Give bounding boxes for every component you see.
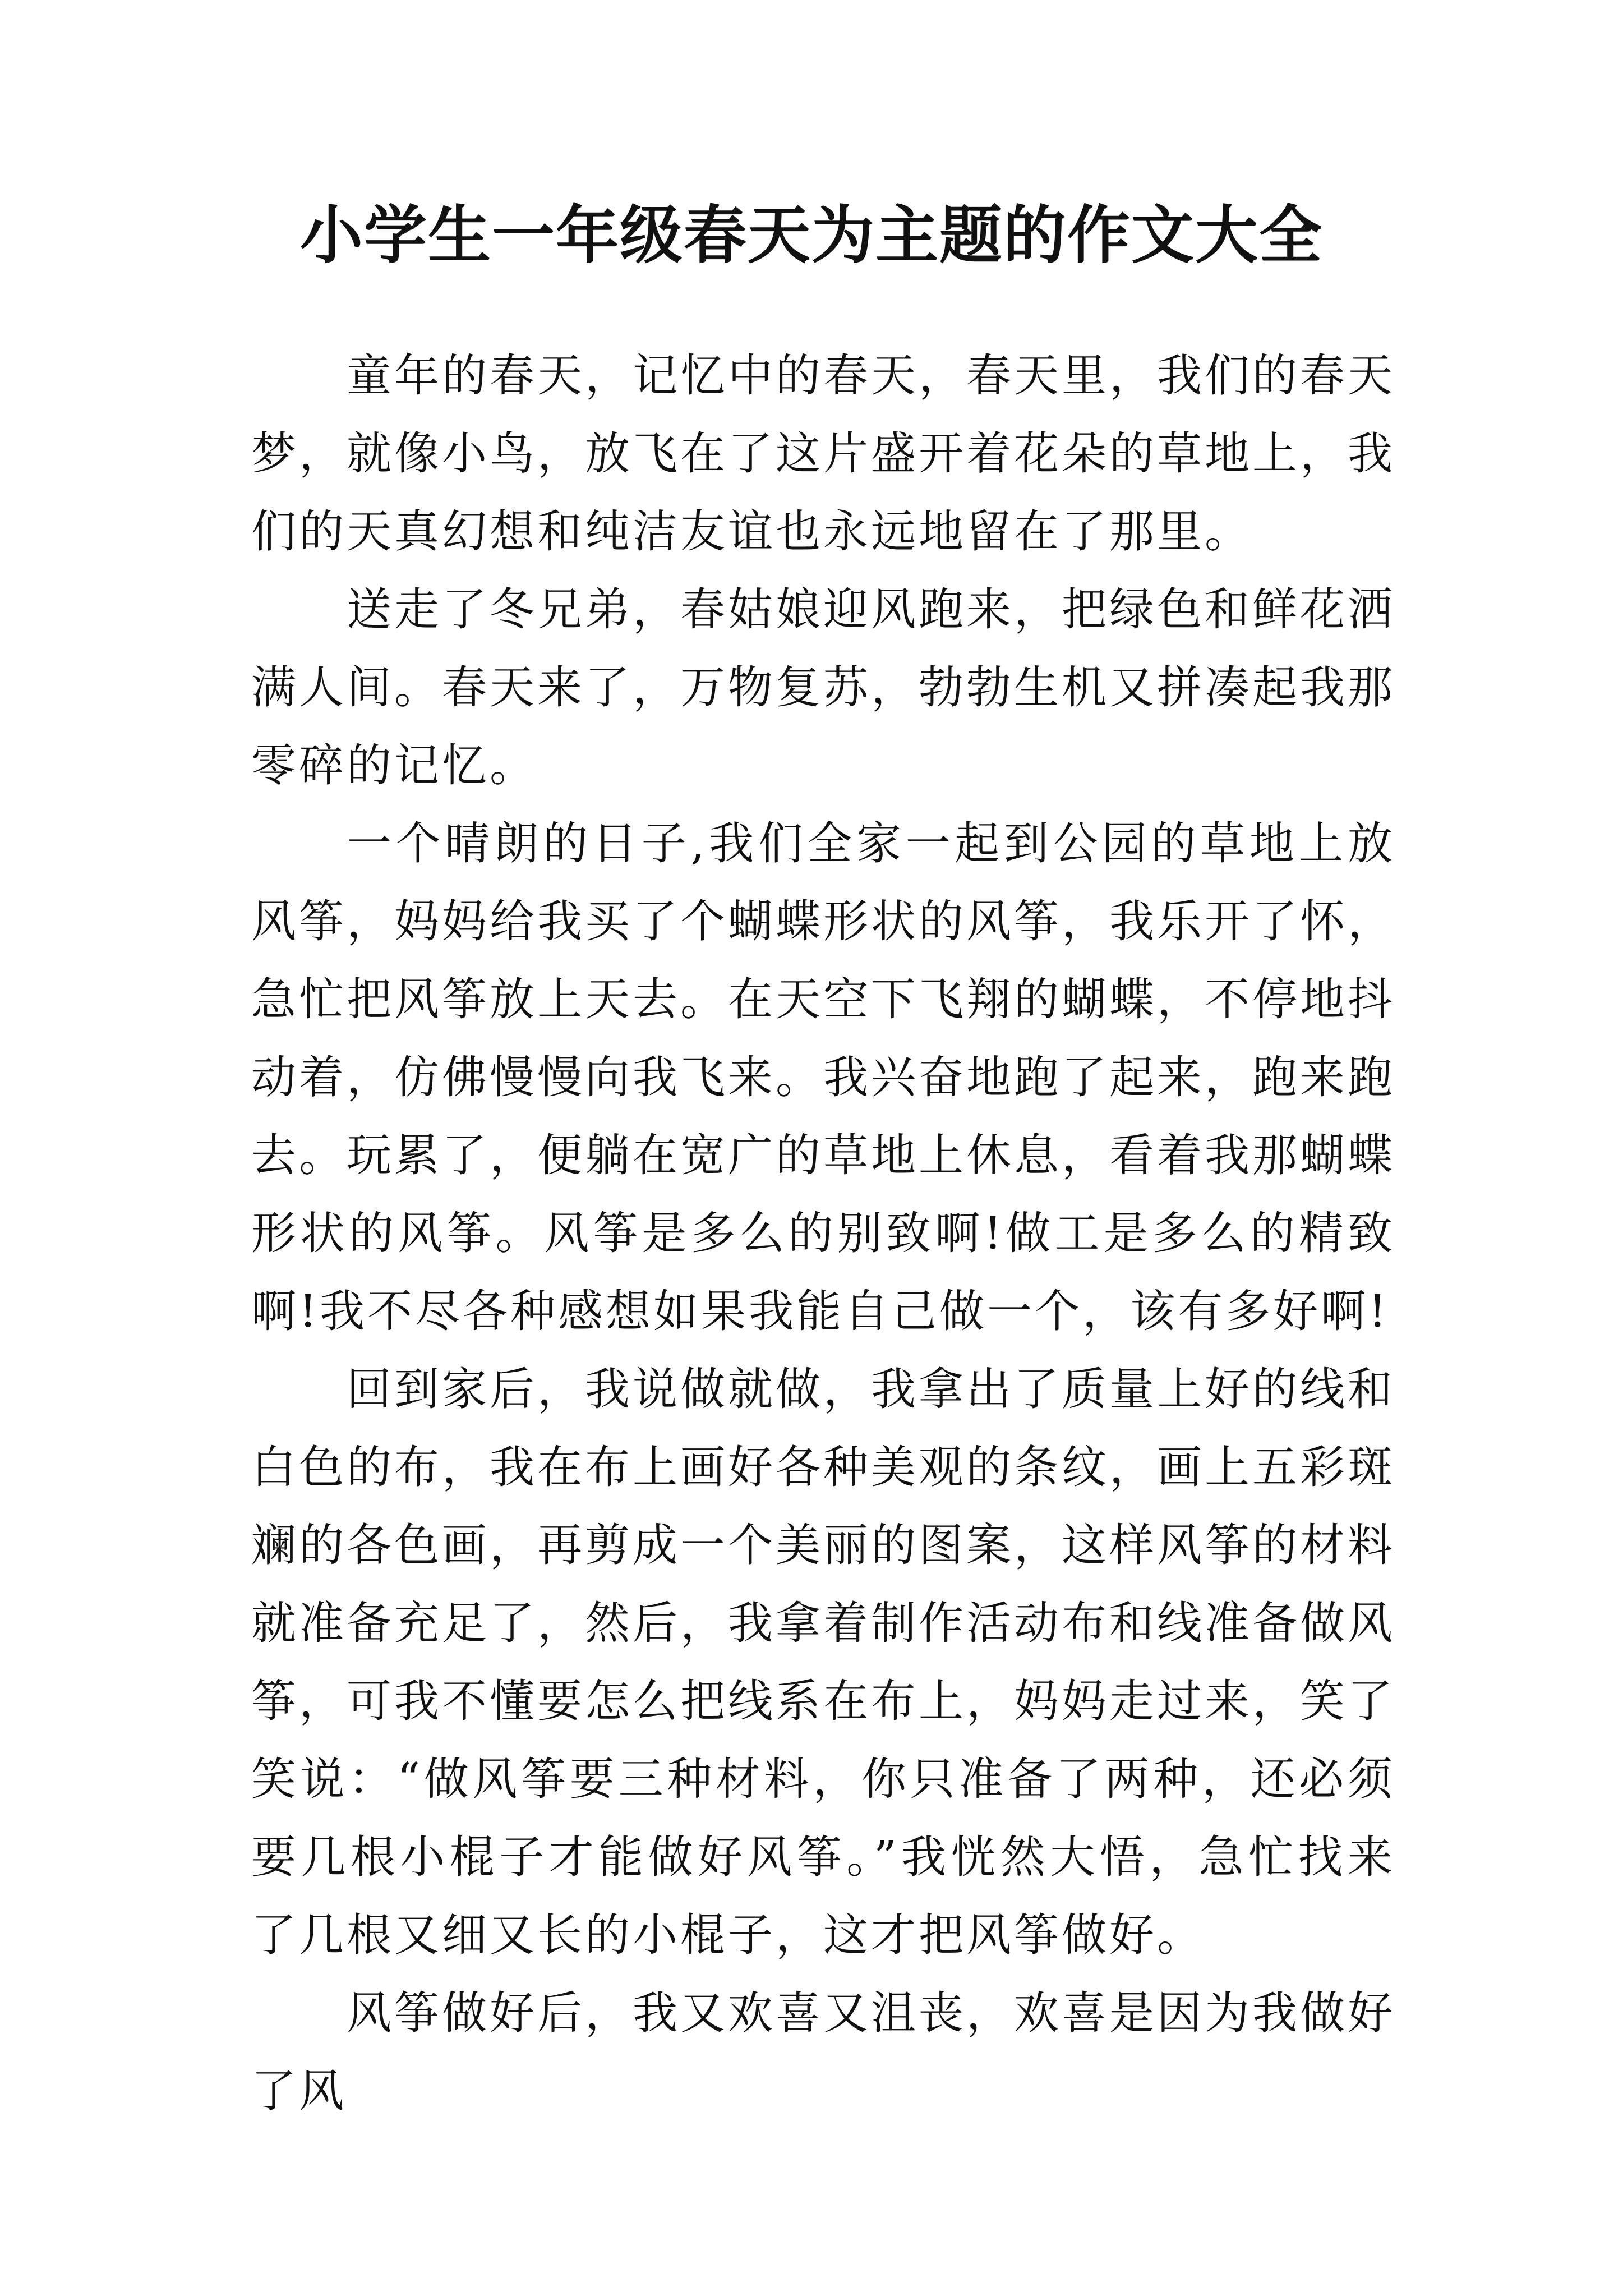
paragraph-5: 风筝做好后，我又欢喜又沮丧，欢喜是因为我做好了风 (251, 1987, 1395, 2117)
paragraph-1: 童年的春天，记忆中的春天，春天里，我们的春天梦，就像小鸟，放飞在了这片盛开着花朵的草地上，我们的天真幻想和纯洁友谊也永远地留在了那里。 (251, 349, 1395, 558)
paragraph-3: 一个晴朗的日子,我们全家一起到公园的草地上放风筝，妈妈给我买了个蝴蝶形状的风筝，我乐开了怀，急忙把风筝放上天去。在天空下飞翔的蝴蝶，不停地抖动着，仿佛慢慢向我飞来。我兴奋地跑了起来，跑来跑去。玩累了，便躺在宽广的草地上休息，看着我那蝴蝶形状的风筝。风筝是多么的别致啊!做工是多么的精致啊!我不尽各种感想如果我能自己做一个，该有多好啊! (251, 817, 1395, 1337)
document-title: 小学生一年级春天为主题的作文大全 (300, 199, 1323, 272)
paragraph-2: 送走了冬兄弟，春姑娘迎风跑来，把绿色和鲜花洒满人间。春天来了，万物复苏，勃勃生机又拼凑起我那零碎的记忆。 (251, 583, 1395, 792)
paragraph-4: 回到家后，我说做就做，我拿出了质量上好的线和白色的布，我在布上画好各种美观的条纹，画上五彩斑斓的各色画，再剪成一个美丽的图案，这样风筝的材料就准备充足了，然后，我拿着制作活动布和线准备做风筝，可我不懂要怎么把线系在布上，妈妈走过来，笑了笑说：“做风筝要三种材料，你只准备了两种，还必须要几根小棍子才能做好风筝。”我恍然大悟，急忙找来了几根又细又长的小棍子，这才把风筝做好。 (251, 1363, 1395, 1961)
document-body (251, 337, 1395, 2130)
